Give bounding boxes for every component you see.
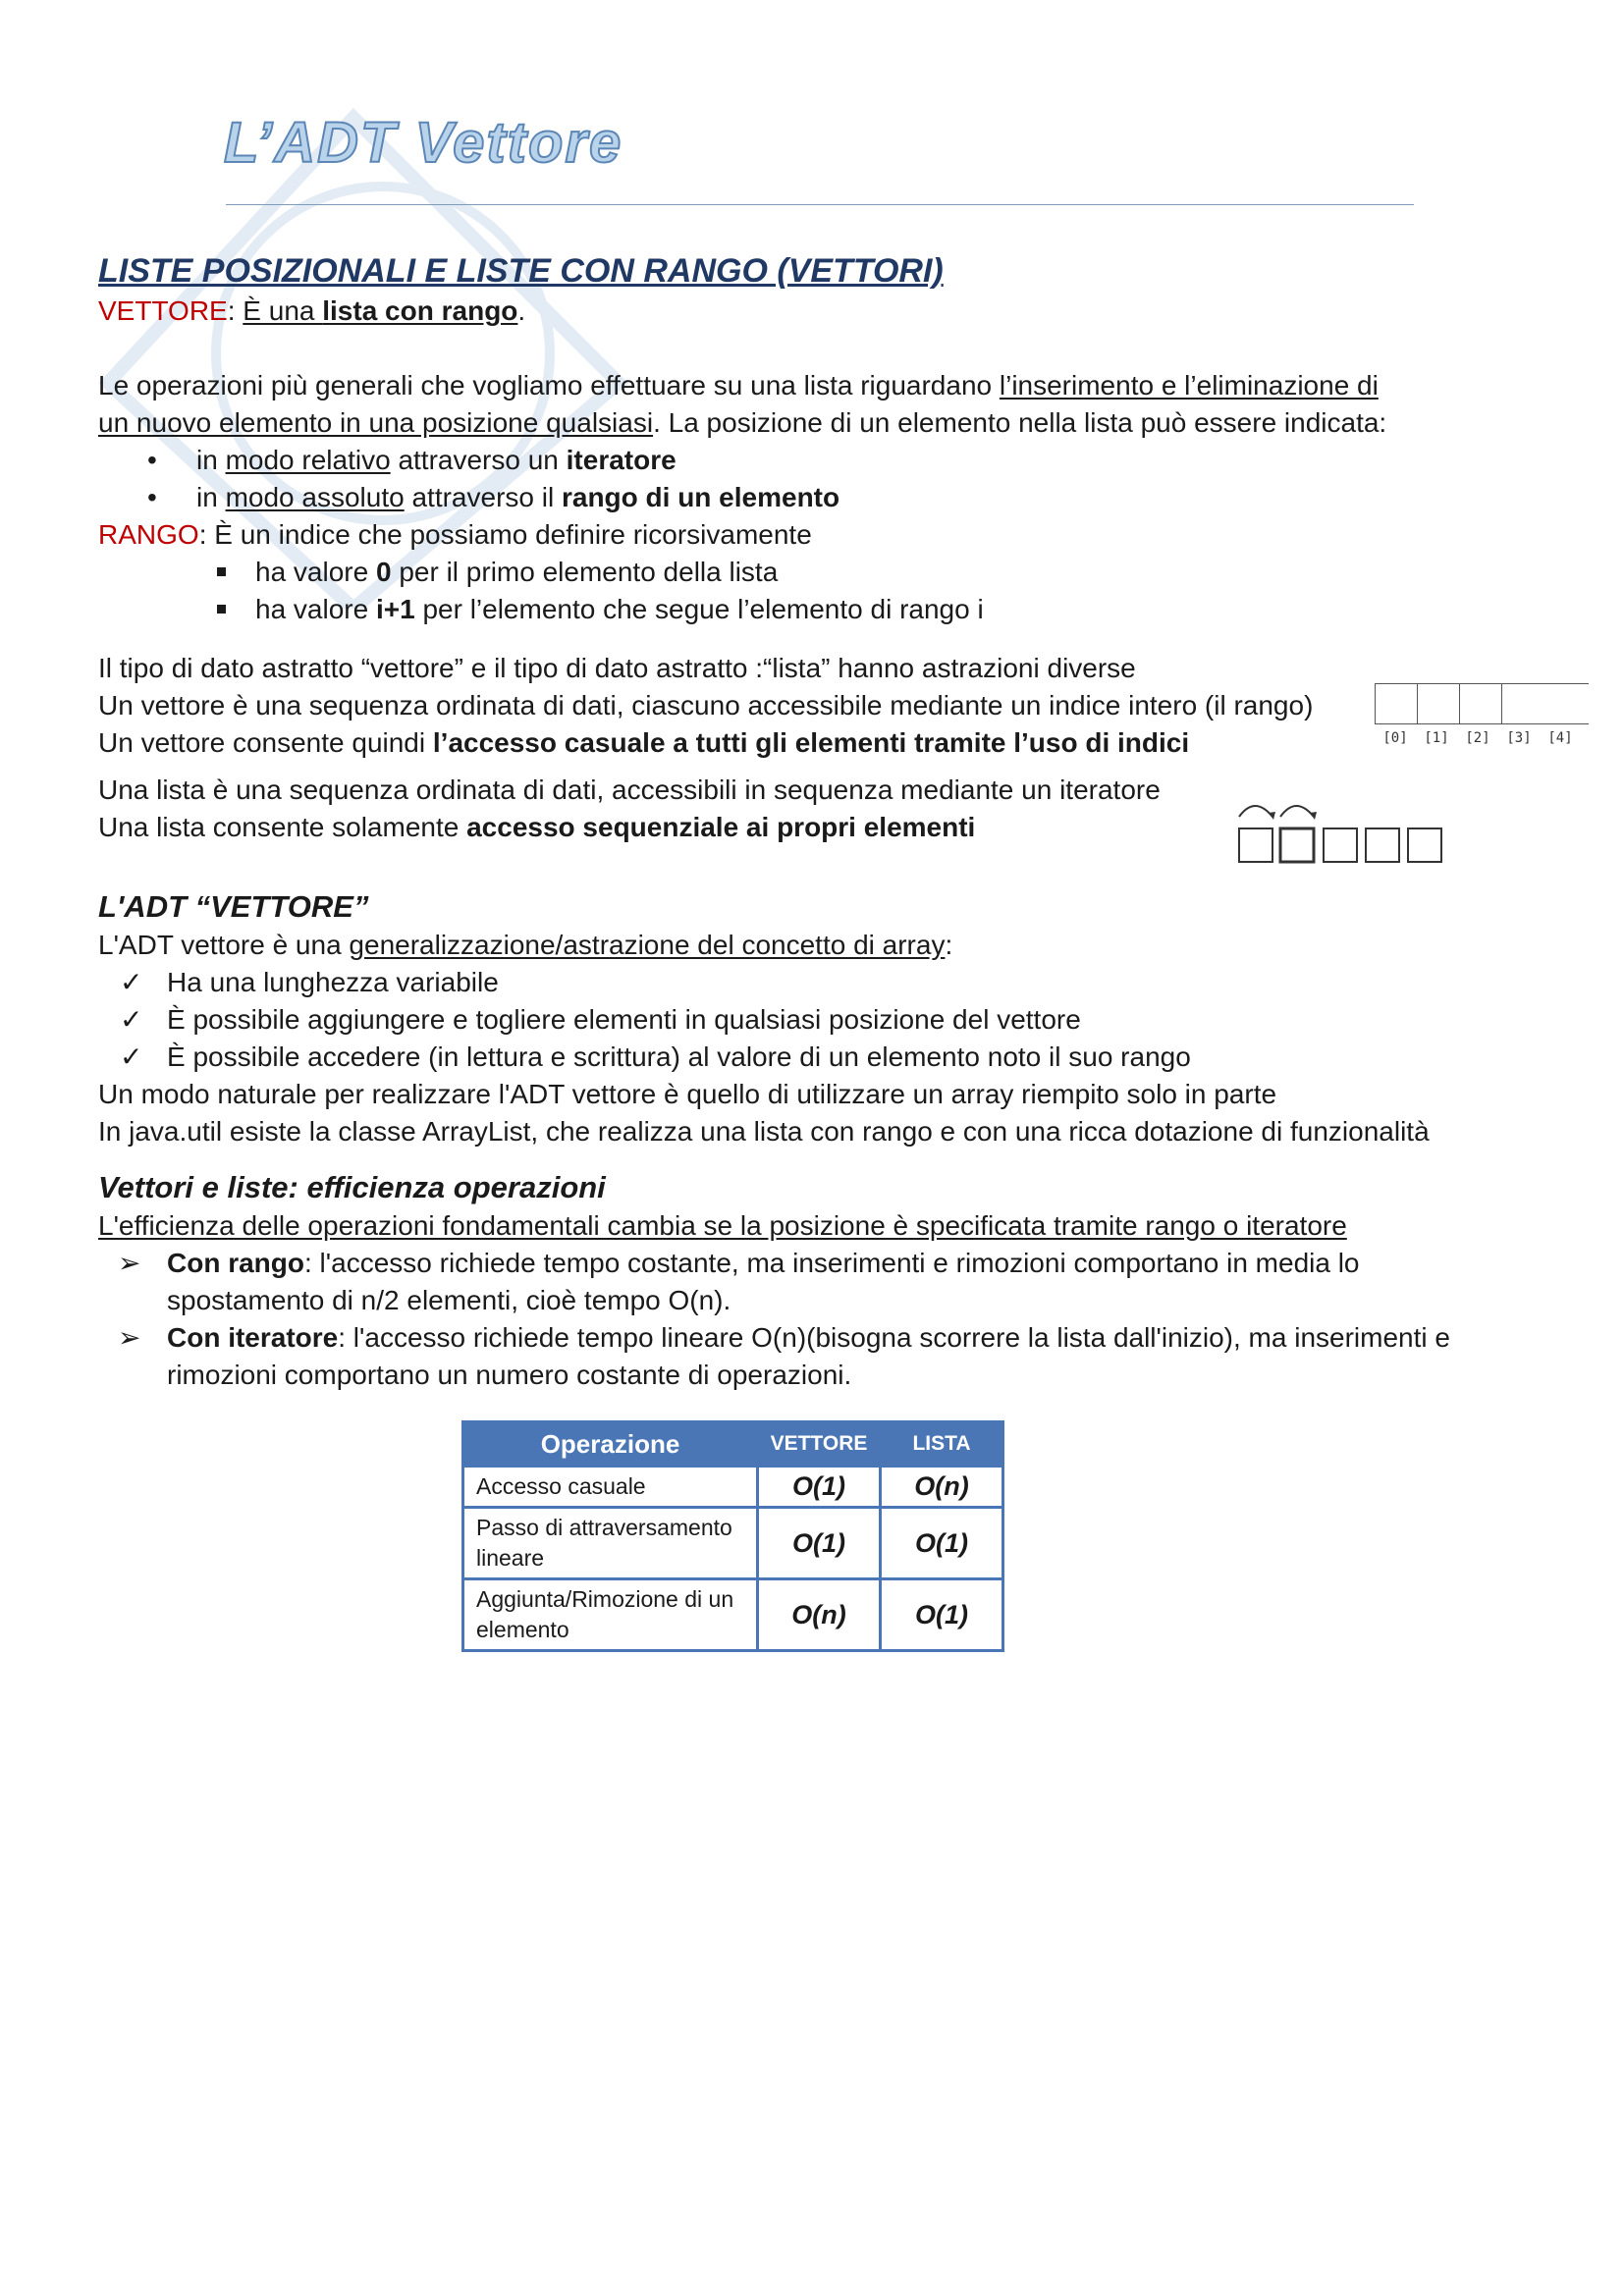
list-item: • in modo assoluto attraverso il rango di un elemento [98,479,1512,516]
document-title: L’ADT Vettore [224,111,623,175]
index-label: [1] [1424,730,1449,746]
table-cell: O(1) [758,1467,881,1508]
list-item: • in modo relativo attraverso un iteratore [98,442,1512,479]
section-heading-efficienza: Vettori e liste: efficienza operazioni [98,1170,606,1204]
intro-paragraph: Le operazioni più generali che vogliamo effettuare su una lista riguardano l’inserimento e l’eliminazione di un nuovo elemento in una posizione qualsiasi. La posizione di un elemento nella lista può essere indicata: [98,370,1387,438]
table-cell: O(1) [881,1508,1003,1579]
table-cell: O(1) [881,1579,1003,1651]
index-label: [3] [1506,730,1532,746]
list-item: ha valore 0 per il primo elemento della lista [98,554,1512,591]
compare-line: Una lista è una sequenza ordinata di dati, accessibili in sequenza mediante un iteratore [98,774,1161,805]
array-cell [1417,683,1459,724]
position-modes-list [98,442,1512,516]
table-header: VETTORE [758,1422,881,1467]
array-cell [1501,683,1589,724]
index-label: [2] [1465,730,1490,746]
array-cell [1459,683,1501,724]
table-header: Operazione [463,1422,758,1467]
compare-line: Il tipo di dato astratto “vettore” e il tipo di dato astratto :“lista” hanno astrazioni diverse [98,653,1136,683]
adt-line: Un modo naturale per realizzare l'ADT vettore è quello di utilizzare un array riempito solo in parte [98,1079,1277,1109]
list-item: ✓ È possibile accedere (in lettura e scrittura) al valore di un elemento noto il suo rango [98,1039,1512,1076]
array-cell [1375,683,1417,724]
vector-index-diagram [1375,683,1589,746]
adt-line: In java.util esiste la classe ArrayList, che realizza una lista con rango e con una ricca dotazione di funzionalità [98,1116,1430,1147]
vettore-definition: VETTORE: È una lista con rango. [98,295,526,326]
section-heading-liste: LISTE POSIZIONALI E LISTE CON RANGO (VETTORI) [98,252,944,290]
compare-line: Una lista consente solamente accesso sequenziale ai propri elementi [98,812,976,842]
compare-line: Un vettore è una sequenza ordinata di dati, ciascuno accessibile mediante un indice intero (il rango) [98,690,1314,721]
list-item: ➢ Con iteratore: l'accesso richiede tempo lineare O(n)(bisogna scorrere la lista dall'inizio), ma inserimenti e rimozioni comportano un numero costante di operazioni. [98,1319,1512,1394]
index-label: [4] [1547,730,1573,746]
table-header: LISTA [881,1422,1003,1467]
table-header-row [463,1422,1003,1467]
table-cell: O(n) [758,1579,881,1651]
table-cell: Accesso casuale [463,1467,758,1508]
list-sequence-diagram [1235,793,1461,864]
list-item: ✓ È possibile aggiungere e togliere elementi in qualsiasi posizione del vettore [98,1001,1512,1039]
table-cell: Passo di attraversamento lineare [463,1508,758,1579]
table-cell: O(n) [881,1467,1003,1508]
efficiency-list [98,1245,1512,1394]
efficiency-table [461,1420,1004,1652]
efficiency-subtitle: L'efficienza delle operazioni fondamentali cambia se la posizione è specificata tramite rango o iteratore [98,1210,1347,1241]
rango-definition: RANGO: È un indice che possiamo definire ricorsivamente [98,519,812,550]
adt-intro: L'ADT vettore è una generalizzazione/astrazione del concetto di array: [98,930,953,960]
table-cell: Aggiunta/Rimozione di un elemento [463,1579,758,1651]
table-row [463,1508,1003,1579]
list-item: ha valore i+1 per l’elemento che segue l’elemento di rango i [98,591,1512,628]
vettore-label: VETTORE [98,295,228,326]
rango-rules-list [98,554,1512,628]
list-item: ✓ Ha una lunghezza variabile [98,964,1512,1001]
adt-features-list [98,964,1512,1076]
section-heading-adt: L'ADT “VETTORE” [98,889,369,924]
table-row [463,1579,1003,1651]
list-item: ➢ Con rango: l'accesso richiede tempo costante, ma inserimenti e rimozioni comportano in media lo spostamento di n/2 elementi, cioè tempo O(n). [98,1245,1512,1319]
table-row [463,1467,1003,1508]
compare-line: Un vettore consente quindi l’accesso casuale a tutti gli elementi tramite l’uso di indici [98,727,1190,758]
table-cell: O(1) [758,1508,881,1579]
rango-label: RANGO [98,519,199,550]
index-label: [0] [1382,730,1408,746]
title-divider [226,204,1414,205]
